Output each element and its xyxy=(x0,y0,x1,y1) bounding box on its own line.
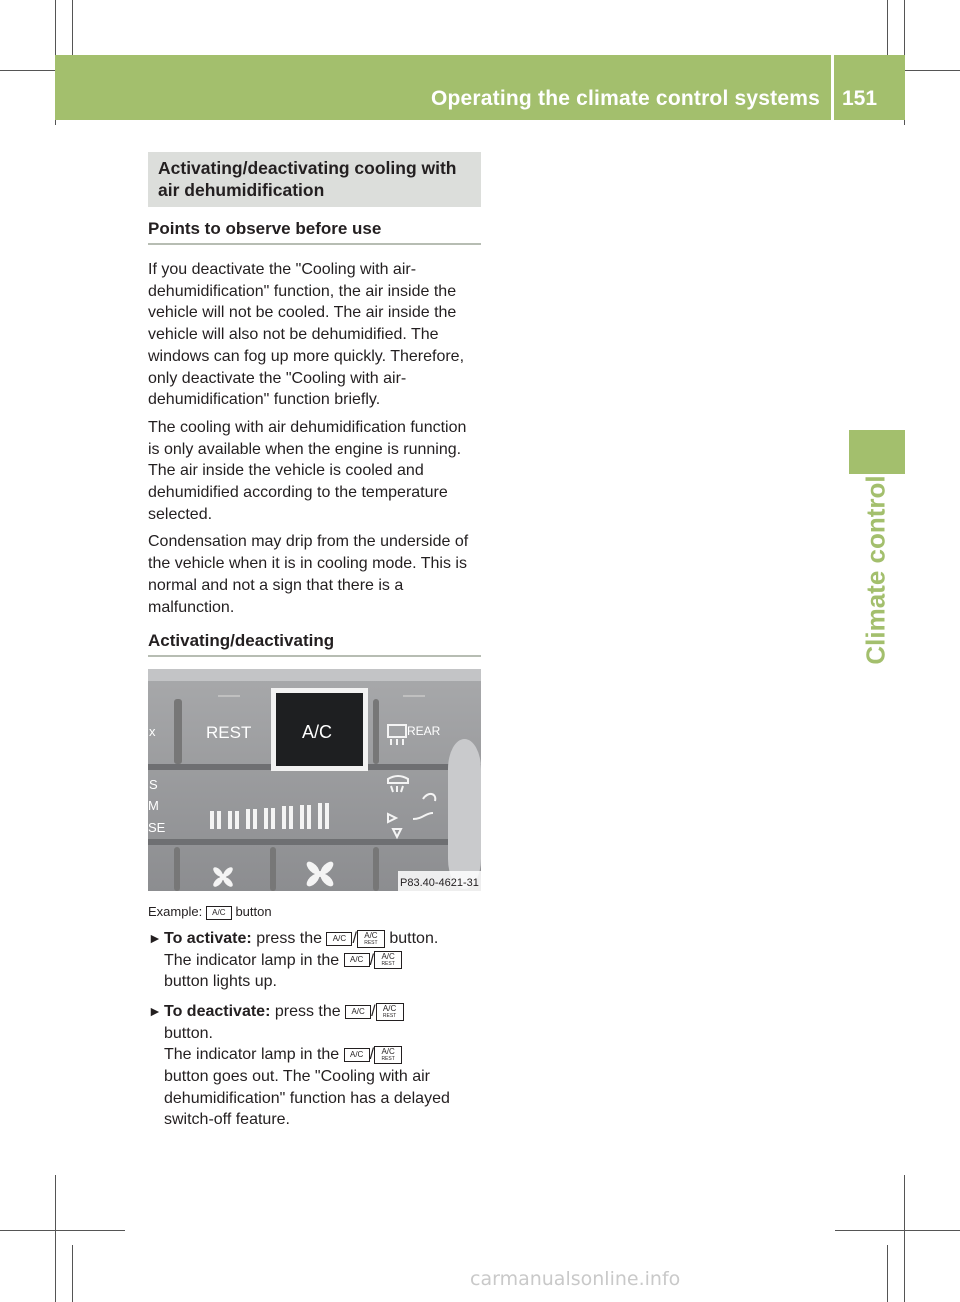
crop-mark xyxy=(72,1245,73,1302)
ac-button-icon: A/C xyxy=(344,953,370,967)
climate-panel-figure xyxy=(148,669,481,891)
main-content xyxy=(148,152,481,1131)
icon-bottom: REST xyxy=(382,1012,397,1019)
panel-edge-letter: SE xyxy=(148,820,166,836)
crop-mark xyxy=(887,0,888,60)
step-label: To activate: xyxy=(164,929,252,947)
step-activate: ► To activate: press the A/C / A/C REST button. The indicator lamp in the A/C / A/C REST button lights up. xyxy=(148,929,439,991)
icon-bottom: REST xyxy=(381,961,395,968)
icon-top: A/C xyxy=(364,930,378,940)
paragraph: The cooling with air dehumidification function is only available when the engine is running. The air inside the vehicle is cooled and dehumidified according to the temperature selected. xyxy=(148,418,467,523)
ac-button-icon: A/C xyxy=(344,1048,370,1062)
crop-mark xyxy=(72,0,73,60)
step-text: button goes out. The "Cooling with air dehumidification" function has a delayed switch-off feature. xyxy=(164,1068,450,1129)
icon-top: A/C xyxy=(381,952,395,962)
ac-button-icon: A/C xyxy=(345,1005,371,1019)
step-label: To deactivate: xyxy=(164,1002,271,1020)
watermark: carmanualsonline.info xyxy=(470,1268,681,1290)
page-number: 151 xyxy=(842,87,878,110)
side-tab xyxy=(849,430,905,474)
crop-mark xyxy=(835,1230,960,1231)
button-ac-label: A/C xyxy=(302,722,333,743)
icon-top: A/C xyxy=(381,1047,395,1057)
figure-caption xyxy=(148,904,481,920)
header-title: Operating the climate control systems xyxy=(430,87,820,110)
caption-prefix: Example: xyxy=(148,904,203,920)
subheading-points: Points to observe before use xyxy=(148,218,481,245)
ac-button-icon: A/C xyxy=(206,906,232,920)
ac-rest-button-icon xyxy=(374,1046,402,1064)
ac-button-icon: A/C xyxy=(326,932,352,946)
caption-suffix: button xyxy=(235,904,272,920)
section-heading: Activating/deactivating cooling with air dehumidification xyxy=(148,152,481,207)
step-text: button. xyxy=(389,929,439,947)
step-text: The indicator lamp in the xyxy=(164,1046,340,1064)
arrow-icon: ► xyxy=(148,1002,162,1019)
icon-bottom: REST xyxy=(381,1056,395,1063)
paragraph: If you deactivate the "Cooling with air-dehumidification" function, the air inside the vehicle will not be cooled. The air inside the vehicle will also not be dehumidified. The windows can fog up more quickly. Therefore, only deactivate the "Cooling with air-dehumidification" function briefly. xyxy=(148,261,465,409)
button-rear-label: REAR xyxy=(407,724,441,739)
step-text: button. xyxy=(164,1024,213,1042)
step-text: press the xyxy=(256,929,322,947)
crop-mark xyxy=(55,1175,56,1302)
icon-top: A/C xyxy=(382,1003,397,1013)
ac-rest-button-icon xyxy=(376,1003,404,1021)
icon-bottom: REST xyxy=(364,939,378,946)
crop-mark xyxy=(0,1230,125,1231)
button-rest-label: REST xyxy=(206,723,252,743)
paragraph: Condensation may drip from the underside of the vehicle when it is in cooling mode. This is normal and not a sign that there is a malfunction. xyxy=(148,533,469,616)
step-text: The indicator lamp in the xyxy=(164,951,340,969)
figure-code: P83.40-4621-31 xyxy=(400,877,479,890)
ac-rest-button-icon xyxy=(357,930,385,948)
panel-edge-letter: S xyxy=(149,777,158,793)
side-tab-label: Climate control xyxy=(860,475,891,665)
subheading-activating: Activating/deactivating xyxy=(148,630,481,657)
ac-rest-button-icon xyxy=(374,951,402,969)
crop-mark xyxy=(904,1175,905,1302)
step-text: button lights up. xyxy=(164,973,277,991)
panel-edge-letter: M xyxy=(148,798,159,814)
step-text: press the xyxy=(274,1002,341,1020)
header-divider xyxy=(831,55,834,120)
step-deactivate: ► To deactivate: press the A/C / A/C REST button. The indicator lamp in the A/C / A/C REST button goes out. The "Cooling with air dehumidification" function has a delayed switch-off feature. xyxy=(148,1002,450,1129)
crop-mark xyxy=(887,1245,888,1302)
panel-edge-letter: x xyxy=(149,724,156,740)
arrow-icon: ► xyxy=(148,929,162,946)
